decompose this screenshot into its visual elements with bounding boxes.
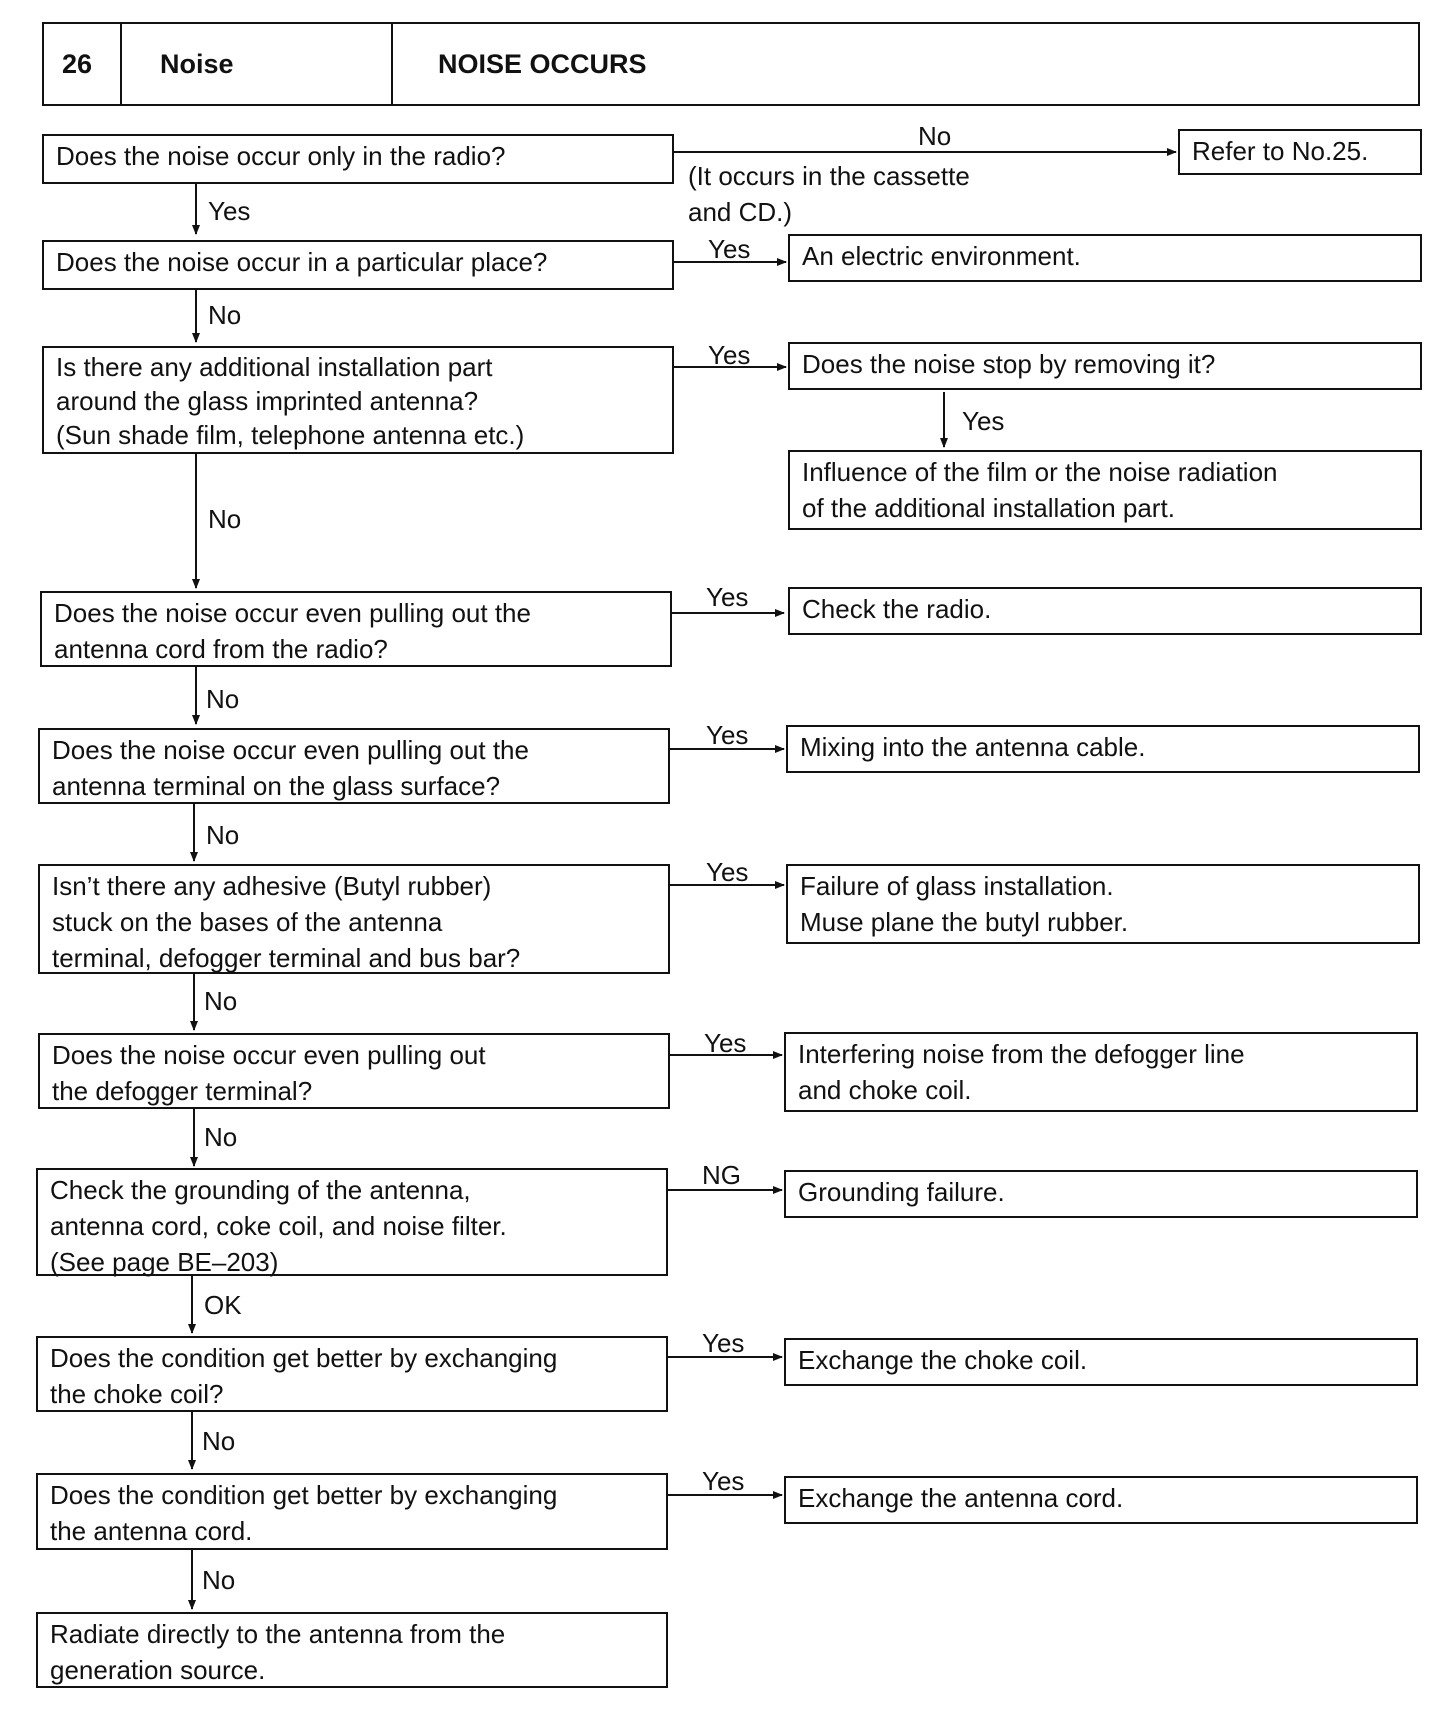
question-box: Does the noise occur even pulling out the antenna cord from the radio? (40, 591, 672, 667)
branch-label: NG (702, 1160, 741, 1190)
branch-label: Yes (706, 857, 749, 887)
final-result-box: Radiate directly to the antenna from the generation source. (36, 1612, 668, 1688)
question-box: Does the noise occur in a particular place? (42, 240, 674, 290)
flow-label: No (206, 820, 240, 850)
question-box: Is there any additional installation part around the glass imprinted antenna? (Sun shade film, telephone antenna etc.) (42, 346, 674, 454)
question-box: Does the noise occur even pulling out the antenna terminal on the glass surface? (38, 728, 670, 804)
branch-label: Yes (708, 234, 751, 264)
flow-label: No (208, 504, 242, 534)
header-title: NOISE OCCURS (438, 48, 647, 79)
question-box: Does the condition get better by exchanging the antenna cord. (36, 1473, 668, 1550)
flow-label: No (202, 1426, 236, 1456)
flow-label: No (204, 986, 238, 1016)
result-box: Failure of glass installation. Muse plane the butyl rubber. (786, 864, 1420, 944)
flow-label: No (208, 300, 242, 330)
branch-label: No (918, 121, 952, 151)
result-box: Interfering noise from the defogger line and choke coil. (784, 1032, 1418, 1112)
branch-label: Yes (706, 582, 749, 612)
branch-label: Yes (702, 1328, 745, 1358)
question-box: Check the grounding of the antenna, antenna cord, coke coil, and noise filter. (See page BE–203) (36, 1168, 668, 1276)
question-box: Does the condition get better by exchanging the choke coil? (36, 1336, 668, 1412)
flow-label: No (206, 684, 240, 714)
branch-label: Yes (702, 1466, 745, 1496)
header-category: Noise (160, 48, 234, 79)
header-number: 26 (62, 48, 93, 79)
result-box: Check the radio. (788, 587, 1422, 635)
result-box: Influence of the film or the noise radiation of the additional installation part. (788, 450, 1422, 530)
result-box: Does the noise stop by removing it? (788, 342, 1422, 390)
question-box: Does the noise occur even pulling out the defogger terminal? (38, 1033, 670, 1109)
result-box: Exchange the choke coil. (784, 1338, 1418, 1386)
branch-note: (It occurs in the cassette and CD.) (688, 161, 970, 227)
branch-label: Yes (962, 406, 1005, 436)
flow-label: No (202, 1565, 236, 1595)
branch-label: Yes (704, 1028, 747, 1058)
result-box: Mixing into the antenna cable. (786, 725, 1420, 773)
result-box: An electric environment. (788, 234, 1422, 282)
question-box: Isn’t there any adhesive (Butyl rubber) stuck on the bases of the antenna terminal, defogger terminal and bus bar? (38, 864, 670, 974)
flow-label: No (204, 1122, 238, 1152)
result-box: Refer to No.25. (1178, 129, 1422, 175)
branch-label: Yes (708, 340, 751, 370)
flow-label: OK (204, 1290, 242, 1320)
result-box: Grounding failure. (784, 1170, 1418, 1218)
flow-label: Yes (208, 196, 251, 226)
result-box: Exchange the antenna cord. (784, 1476, 1418, 1524)
question-box: Does the noise occur only in the radio? (42, 134, 674, 184)
branch-label: Yes (706, 720, 749, 750)
